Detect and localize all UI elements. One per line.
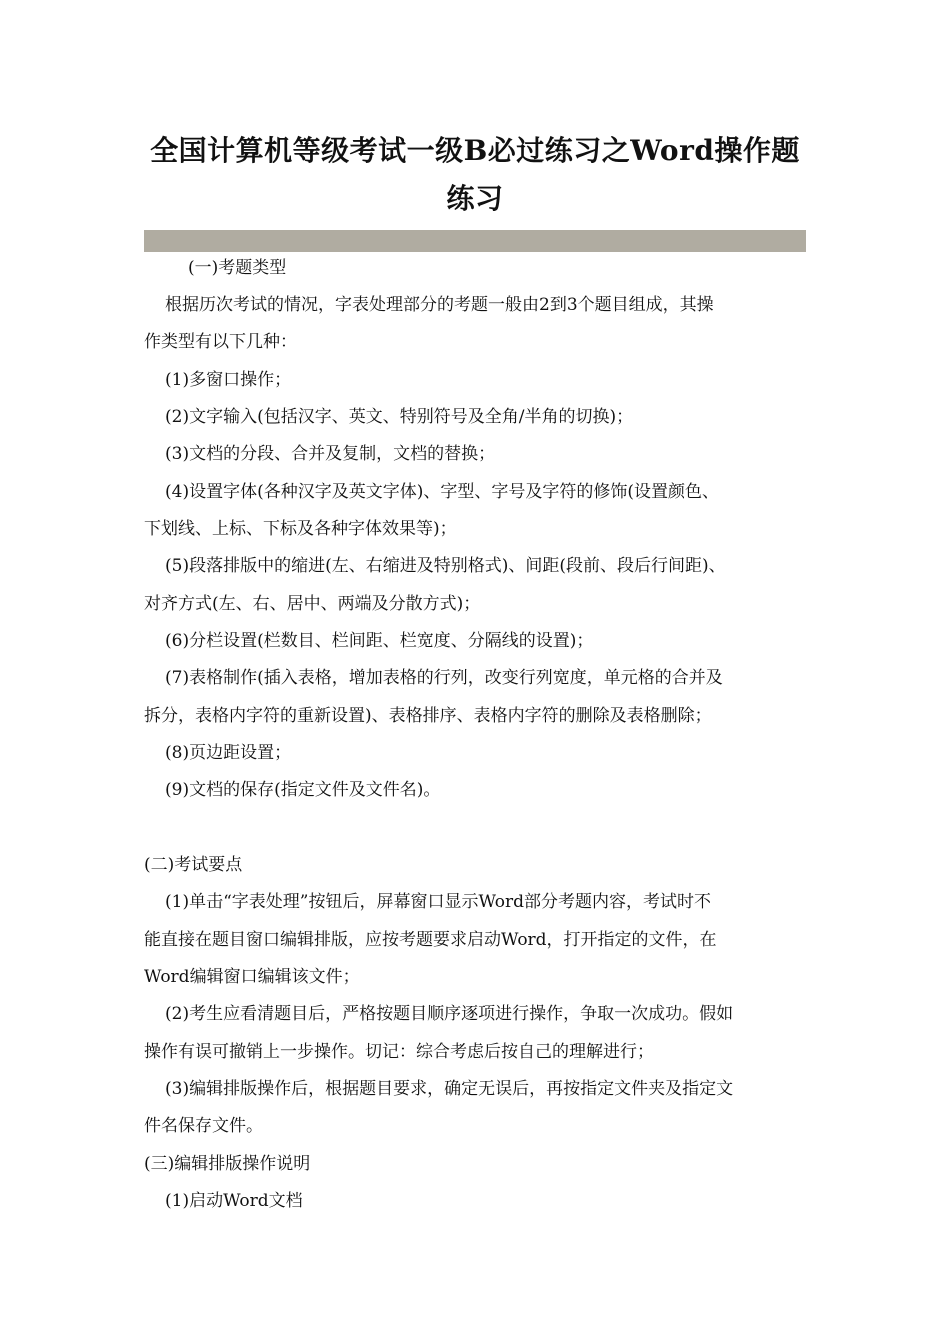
- list-item: (5)段落排版中的缩进(左、右缩进及特别格式)、间距(段前、段后行间距)、: [165, 556, 726, 576]
- list-item: (2)文字输入(包括汉字、英文、特别符号及全角/半角的切换)；: [165, 407, 634, 427]
- section2-line: 能直接在题目窗口编辑排版，应按考题要求启动Word，打开指定的文件，在: [144, 930, 717, 950]
- list-item: (3)文档的分段、合并及复制，文档的替换；: [165, 444, 496, 464]
- list-item: (6)分栏设置(栏数目、栏间距、栏宽度、分隔线的设置)；: [165, 631, 594, 651]
- section2-line: 操作有误可撤销上一步操作。切记：综合考虑后按自己的理解进行；: [144, 1042, 654, 1062]
- list-item: (9)文档的保存(指定文件及文件名)。: [165, 780, 441, 800]
- section2-line: Word编辑窗口编辑该文件；: [144, 967, 360, 987]
- list-item-continuation: 下划线、上标、下标及各种字体效果等)；: [144, 519, 457, 539]
- section2-heading: (二)考试要点: [144, 855, 243, 875]
- section3-line: (1)启动Word文档: [165, 1191, 303, 1211]
- section1-heading: (一)考题类型: [188, 258, 287, 278]
- section2-line: (3)编辑排版操作后，根据题目要求，确定无误后，再按指定文件夹及指定文: [165, 1079, 734, 1099]
- section2-line: 件名保存文件。: [144, 1116, 263, 1136]
- section1-intro-line1: 根据历次考试的情况，字表处理部分的考题一般由2到3个题目组成，其操: [165, 295, 714, 315]
- list-item: (1)多窗口操作；: [165, 370, 292, 390]
- list-item-continuation: 对齐方式(左、右、居中、两端及分散方式)；: [144, 594, 481, 614]
- list-item: (4)设置字体(各种汉字及英文字体)、字型、字号及字符的修饰(设置颜色、: [165, 482, 719, 502]
- list-item-continuation: 拆分，表格内字符的重新设置)、表格排序、表格内字符的删除及表格删除；: [144, 706, 712, 726]
- document-title-line1: 全国计算机等级考试一级B必过练习之Word操作题: [150, 134, 800, 167]
- section3-heading: (三)编辑排版操作说明: [144, 1154, 311, 1174]
- section2-line: (2)考生应看清题目后，严格按题目顺序逐项进行操作，争取一次成功。假如: [165, 1004, 734, 1024]
- list-item: (7)表格制作(插入表格，增加表格的行列，改变行列宽度，单元格的合并及: [165, 668, 723, 688]
- section2-line: (1)单击“字表处理”按钮后，屏幕窗口显示Word部分考题内容，考试时不: [165, 892, 712, 912]
- section1-intro-line2: 作类型有以下几种：: [144, 332, 297, 352]
- title-divider-bar: [144, 230, 806, 252]
- document-title-line2: 练习: [446, 182, 504, 215]
- list-item: (8)页边距设置；: [165, 743, 292, 763]
